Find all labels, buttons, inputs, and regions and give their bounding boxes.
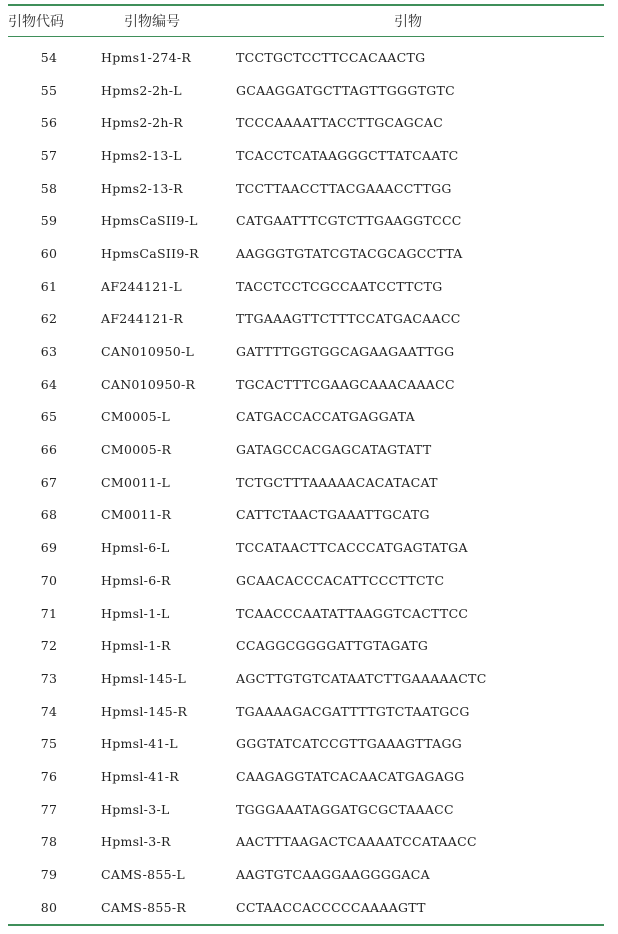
primer-sequence: CCTAACCACCCCCAAAAGTT xyxy=(236,899,426,915)
primer-code: 72 xyxy=(40,638,58,654)
primer-code: 74 xyxy=(40,703,58,719)
primer-sequence: TTGAAAGTTCTTTCCATGACAACC xyxy=(236,311,461,327)
table-row xyxy=(8,172,604,205)
primer-number: CAMS-855-R xyxy=(101,899,187,915)
header-rule xyxy=(8,36,604,37)
table-header xyxy=(8,6,604,36)
table-row xyxy=(8,237,604,270)
primer-sequence: AGCTTGTGTCATAATCTTGAAAAACTC xyxy=(236,670,487,686)
primer-code: 78 xyxy=(40,834,58,850)
primer-code: 57 xyxy=(40,147,58,163)
primer-sequence: CATGAATTTCGTCTTGAAGGTCCC xyxy=(236,213,462,229)
primer-code: 69 xyxy=(40,540,58,556)
primer-table xyxy=(8,4,604,926)
table-row xyxy=(8,564,604,597)
primer-number: Hpms2-13-R xyxy=(101,180,183,196)
primer-code: 66 xyxy=(40,442,58,458)
primer-sequence: TACCTCCTCGCCAATCCTTCTG xyxy=(236,278,443,294)
table-row xyxy=(8,41,604,74)
table-row xyxy=(8,793,604,826)
primer-sequence: GGGTATCATCCGTTGAAAGTTAGG xyxy=(236,736,463,752)
primer-number: Hpms2-2h-L xyxy=(101,82,182,98)
primer-number: CM0011-L xyxy=(101,474,171,490)
table-row xyxy=(8,335,604,368)
table-row xyxy=(8,826,604,859)
table-row xyxy=(8,760,604,793)
primer-code: 77 xyxy=(40,801,58,817)
primer-code: 61 xyxy=(40,278,58,294)
primer-code: 76 xyxy=(40,768,58,784)
primer-sequence: AAGTGTCAAGGAAGGGGACA xyxy=(236,867,430,883)
header-number: 引物编号 xyxy=(124,14,180,30)
table-row xyxy=(8,303,604,336)
primer-code: 56 xyxy=(40,115,58,131)
table-row xyxy=(8,270,604,303)
primer-sequence: CATTCTAACTGAAATTGCATG xyxy=(236,507,430,523)
primer-sequence: CATGACCACCATGAGGATA xyxy=(236,409,415,425)
primer-code: 62 xyxy=(40,311,58,327)
primer-code: 79 xyxy=(40,867,58,883)
table-row xyxy=(8,629,604,662)
primer-sequence: TCACCTCATAAGGGCTTATCAATC xyxy=(236,147,459,163)
primer-sequence: TCCCAAAATTACCTTGCAGCAC xyxy=(236,115,444,131)
table-row xyxy=(8,401,604,434)
table-row xyxy=(8,858,604,891)
table-row xyxy=(8,891,604,924)
primer-sequence: GCAACACCCACATTCCCTTCTC xyxy=(236,572,445,588)
primer-code: 75 xyxy=(40,736,58,752)
table-row xyxy=(8,433,604,466)
primer-sequence: GATTTTGGTGGCAGAAGAATTGG xyxy=(236,344,455,360)
primer-number: CM0005-L xyxy=(101,409,171,425)
primer-number: CM0005-R xyxy=(101,442,172,458)
header-primer: 引物 xyxy=(394,14,422,30)
primer-code: 55 xyxy=(40,82,58,98)
primer-number: Hpms2-2h-R xyxy=(101,115,183,131)
primer-number: Hpms1-274-R xyxy=(101,49,192,65)
primer-code: 67 xyxy=(40,474,58,490)
table-row xyxy=(8,368,604,401)
primer-code: 63 xyxy=(40,344,58,360)
table-row xyxy=(8,597,604,630)
primer-number: CAN010950-R xyxy=(101,376,196,392)
primer-number: Hpmsl-41-L xyxy=(101,736,178,752)
primer-number: Hpms2-13-L xyxy=(101,147,182,163)
primer-number: Hpmsl-3-L xyxy=(101,801,170,817)
primer-sequence: AAGGGTGTATCGTACGCAGCCTTA xyxy=(236,245,463,261)
primer-number: HpmsCaSII9-R xyxy=(101,245,199,261)
primer-sequence: TCCTTAACCTTACGAAACCTTGG xyxy=(236,180,452,196)
primer-sequence: TCCATAACTTCACCCATGAGTATGA xyxy=(236,540,468,556)
header-code: 引物代码 xyxy=(8,14,64,30)
primer-sequence: CCAGGCGGGGATTGTAGATG xyxy=(236,638,429,654)
table-row xyxy=(8,662,604,695)
primer-code: 71 xyxy=(40,605,58,621)
table-body xyxy=(8,41,604,924)
table-row xyxy=(8,695,604,728)
primer-number: Hpmsl-1-R xyxy=(101,638,171,654)
primer-number: Hpmsl-6-L xyxy=(101,540,170,556)
primer-sequence: TCTGCTTTAAAAACACATACAT xyxy=(236,474,438,490)
primer-code: 60 xyxy=(40,245,58,261)
table-row xyxy=(8,74,604,107)
table-row xyxy=(8,727,604,760)
primer-code: 59 xyxy=(40,213,58,229)
table-row xyxy=(8,106,604,139)
primer-number: Hpmsl-145-L xyxy=(101,670,187,686)
primer-number: CAN010950-L xyxy=(101,344,195,360)
primer-code: 70 xyxy=(40,572,58,588)
table-row xyxy=(8,499,604,532)
primer-sequence: GATAGCCACGAGCATAGTATT xyxy=(236,442,432,458)
primer-sequence: CAAGAGGTATCACAACATGAGAGG xyxy=(236,768,465,784)
primer-number: CAMS-855-L xyxy=(101,867,186,883)
primer-code: 64 xyxy=(40,376,58,392)
primer-sequence: TGGGAAATAGGATGCGCTAAACC xyxy=(236,801,454,817)
primer-number: AF244121-R xyxy=(101,311,184,327)
table-row xyxy=(8,466,604,499)
primer-code: 58 xyxy=(40,180,58,196)
primer-sequence: TCAACCCAATATTAAGGTCACTTCC xyxy=(236,605,469,621)
primer-number: HpmsCaSII9-L xyxy=(101,213,198,229)
table-row xyxy=(8,204,604,237)
primer-code: 68 xyxy=(40,507,58,523)
primer-sequence: TGCACTTTCGAAGCAAACAAACC xyxy=(236,376,455,392)
primer-number: Hpmsl-41-R xyxy=(101,768,179,784)
primer-sequence: AACTTTAAGACTCAAAATCCATAACC xyxy=(236,834,477,850)
bottom-rule xyxy=(8,924,604,926)
primer-number: CM0011-R xyxy=(101,507,172,523)
table-row xyxy=(8,531,604,564)
primer-sequence: GCAAGGATGCTTAGTTGGGTGTC xyxy=(236,82,456,98)
primer-code: 80 xyxy=(40,899,58,915)
primer-code: 54 xyxy=(40,49,58,65)
primer-number: Hpmsl-145-R xyxy=(101,703,188,719)
primer-code: 65 xyxy=(40,409,58,425)
primer-number: Hpmsl-1-L xyxy=(101,605,170,621)
primer-number: Hpmsl-3-R xyxy=(101,834,171,850)
primer-code: 73 xyxy=(40,670,58,686)
primer-number: AF244121-L xyxy=(101,278,182,294)
primer-sequence: TGAAAAGACGATTTTGTCTAATGCG xyxy=(236,703,470,719)
table-row xyxy=(8,139,604,172)
primer-number: Hpmsl-6-R xyxy=(101,572,171,588)
primer-sequence: TCCTGCTCCTTCCACAACTG xyxy=(236,49,426,65)
